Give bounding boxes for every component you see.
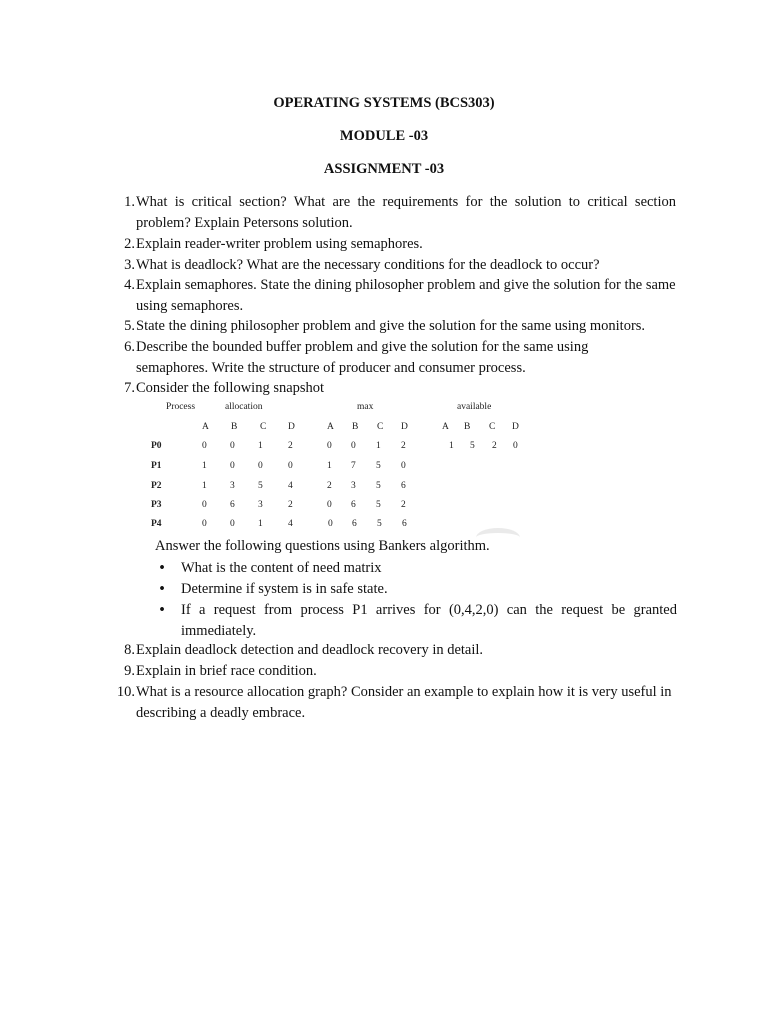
max-cell: 0 xyxy=(327,500,332,510)
process-label: P3 xyxy=(151,500,162,510)
question-number: 3. xyxy=(124,257,135,273)
question-text: Explain reader-writer problem using semaphores. xyxy=(136,236,423,252)
process-label: P2 xyxy=(151,481,162,491)
bankers-intro: Answer the following questions using Bankers algorithm. xyxy=(155,538,490,554)
sub-question-text: If a request from process P1 arrives for (0,4,2,0) can the request be granted immediately. xyxy=(181,602,677,639)
question-number: 1. xyxy=(124,194,135,210)
allocation-cell: 2 xyxy=(288,500,293,510)
process-label: P0 xyxy=(151,441,162,451)
max-cell: 5 xyxy=(377,519,382,529)
allocation-cell: 5 xyxy=(258,481,263,491)
allocation-cell: 0 xyxy=(202,441,207,451)
column-label: B xyxy=(231,422,238,432)
max-cell: 0 xyxy=(401,461,406,471)
allocation-cell: 0 xyxy=(230,441,235,451)
allocation-cell: 4 xyxy=(288,519,293,529)
max-cell: 2 xyxy=(401,441,406,451)
question-number: 5. xyxy=(124,318,135,334)
question-number: 4. xyxy=(124,277,135,293)
max-cell: 5 xyxy=(376,481,381,491)
allocation-cell: 0 xyxy=(230,461,235,471)
max-cell: 7 xyxy=(351,461,356,471)
allocation-cell: 0 xyxy=(202,519,207,529)
max-header: max xyxy=(357,402,374,412)
question-number: 9. xyxy=(124,663,135,679)
max-cell: 2 xyxy=(327,481,332,491)
allocation-cell: 3 xyxy=(230,481,235,491)
column-label: B xyxy=(464,422,471,432)
allocation-header: allocation xyxy=(225,402,263,412)
column-label: D xyxy=(512,422,519,432)
column-label: A xyxy=(202,422,209,432)
question-text: State the dining philosopher problem and give the solution for the same using monitors. xyxy=(136,318,646,334)
allocation-cell: 2 xyxy=(288,441,293,451)
max-cell: 6 xyxy=(402,519,407,529)
question-number: 2. xyxy=(124,236,135,252)
question-number: 6. xyxy=(124,339,135,355)
allocation-cell: 1 xyxy=(258,519,263,529)
snapshot-table xyxy=(140,398,540,536)
allocation-cell: 1 xyxy=(258,441,263,451)
column-label: A xyxy=(327,422,334,432)
allocation-cell: 0 xyxy=(230,519,235,529)
assignment-title: ASSIGNMENT -03 xyxy=(323,161,445,177)
sub-question-text: Determine if system is in safe state. xyxy=(181,581,388,597)
max-cell: 1 xyxy=(327,461,332,471)
question-text: Consider the following snapshot xyxy=(136,380,325,396)
available-cell: 1 xyxy=(449,441,454,451)
max-cell: 5 xyxy=(376,500,381,510)
question-number: 10. xyxy=(116,684,135,700)
column-label: C xyxy=(489,422,496,432)
allocation-cell: 4 xyxy=(288,481,293,491)
question-text: Explain in brief race condition. xyxy=(136,663,317,679)
allocation-cell: 0 xyxy=(202,500,207,510)
question-text: What is deadlock? What are the necessary conditions for the deadlock to occur? xyxy=(136,257,600,273)
available-cell: 5 xyxy=(470,441,475,451)
question-text: Describe the bounded buffer problem and give the solution for the same using semaphores. Write the structure of producer and consumer process. xyxy=(136,339,589,376)
max-cell: 0 xyxy=(328,519,333,529)
column-label: C xyxy=(260,422,267,432)
allocation-cell: 0 xyxy=(258,461,263,471)
module-title: MODULE -03 xyxy=(339,128,429,144)
column-label: B xyxy=(352,422,359,432)
allocation-cell: 6 xyxy=(230,500,235,510)
allocation-cell: 3 xyxy=(258,500,263,510)
column-label: A xyxy=(442,422,449,432)
question-text: Explain semaphores. State the dining philosopher problem and give the solution for the same using semaphores. xyxy=(136,277,676,314)
max-cell: 0 xyxy=(327,441,332,451)
available-cell: 0 xyxy=(513,441,518,451)
sub-question-text: What is the content of need matrix xyxy=(181,560,382,576)
question-text: Explain deadlock detection and deadlock recovery in detail. xyxy=(136,642,484,658)
question-number: 7. xyxy=(124,380,135,396)
column-label: C xyxy=(377,422,384,432)
max-cell: 6 xyxy=(401,481,406,491)
available-cell: 2 xyxy=(492,441,497,451)
max-cell: 5 xyxy=(376,461,381,471)
allocation-cell: 1 xyxy=(202,461,207,471)
max-cell: 2 xyxy=(401,500,406,510)
max-cell: 6 xyxy=(352,519,357,529)
question-text: What is critical section? What are the requirements for the solution to critical section problem? Explain Petersons solution. xyxy=(136,194,676,231)
max-cell: 6 xyxy=(351,500,356,510)
max-cell: 1 xyxy=(376,441,381,451)
process-label: P4 xyxy=(151,519,162,529)
question-number: 8. xyxy=(124,642,135,658)
max-cell: 0 xyxy=(351,441,356,451)
max-cell: 3 xyxy=(351,481,356,491)
bullet-icon: • xyxy=(159,581,165,597)
column-label: D xyxy=(288,422,295,432)
allocation-cell: 0 xyxy=(288,461,293,471)
bullet-icon: • xyxy=(159,602,165,618)
allocation-cell: 1 xyxy=(202,481,207,491)
process-header: Process xyxy=(166,402,196,412)
bullet-icon: • xyxy=(159,560,165,576)
question-text: What is a resource allocation graph? Consider an example to explain how it is very useful in describing a deadly embrace. xyxy=(136,684,672,721)
available-header: available xyxy=(457,402,492,412)
course-title: OPERATING SYSTEMS (BCS303) xyxy=(273,95,495,111)
column-label: D xyxy=(401,422,408,432)
process-label: P1 xyxy=(151,461,162,471)
